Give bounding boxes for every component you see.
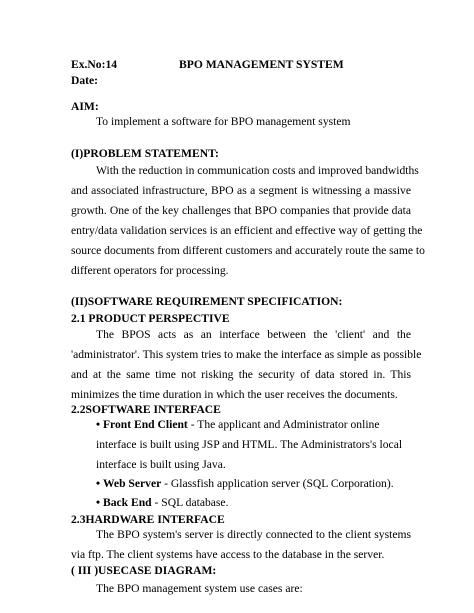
problem-line: source documents from different customers and accurately route the same to: [71, 244, 425, 257]
software-interface-heading: 2.2SOFTWARE INTERFACE: [71, 403, 221, 416]
front-end-line: interface is built using Java.: [96, 458, 226, 471]
web-server-item: [96, 477, 394, 491]
web-server-text: - Glassfish application server (SQL Corporation).: [161, 477, 394, 490]
front-end-item: [96, 418, 411, 432]
problem-line: and associated infrastructure, BPO as a segment is witnessing a massive: [71, 184, 411, 197]
date-label: Date:: [71, 74, 99, 87]
hardware-line: via ftp. The client systems have access to the database in the server.: [71, 548, 385, 561]
exercise-number: Ex.No:14: [71, 58, 118, 71]
product-line: The BPOS acts as an interface between the 'client' and the: [96, 328, 411, 341]
back-end-item: [96, 496, 228, 510]
web-server-label: Web Server: [102, 477, 162, 490]
front-end-line: interface is built using JSP and HTML. The Administrators's local: [96, 438, 403, 451]
bullet-icon: •: [96, 496, 101, 509]
product-line: 'administrator'. This system tries to make the interface as simple as possible: [71, 348, 422, 361]
front-end-text: - The applicant and Administrator online: [187, 418, 380, 431]
srs-heading: (II)SOFTWARE REQUIREMENT SPECIFICATION:: [71, 295, 343, 308]
document-title: BPO MANAGEMENT SYSTEM: [179, 58, 344, 71]
aim-heading: AIM:: [71, 100, 99, 113]
back-end-text: - SQL database.: [151, 496, 229, 509]
product-perspective-heading: 2.1 PRODUCT PERSPECTIVE: [71, 312, 230, 325]
problem-line: entry/data validation services is an efficient and effective way of getting the: [71, 224, 423, 237]
hardware-interface-heading: 2.3HARDWARE INTERFACE: [71, 513, 225, 526]
problem-line: different operators for processing.: [71, 264, 229, 277]
usecase-text: The BPO management system use cases are:: [96, 582, 303, 595]
aim-text: To implement a software for BPO management system: [96, 115, 351, 128]
front-end-label: Front End Client: [102, 418, 188, 431]
bullet-icon: •: [96, 418, 101, 431]
hardware-line: The BPO system's server is directly connected to the client systems: [96, 528, 411, 541]
problem-line: growth. One of the key challenges that BPO companies that provide data: [71, 204, 411, 217]
problem-heading: (I)PROBLEM STATEMENT:: [71, 147, 219, 160]
problem-line: With the reduction in communication costs and improved bandwidths: [96, 164, 419, 177]
product-line: and at the same time not risking the security of data stored in. This: [71, 368, 411, 381]
back-end-label: Back End: [102, 496, 152, 509]
usecase-heading: ( III )USECASE DIAGRAM:: [71, 564, 217, 577]
product-line: minimizes the time duration in which the user receives the documents.: [71, 388, 398, 401]
bullet-icon: •: [96, 477, 101, 490]
